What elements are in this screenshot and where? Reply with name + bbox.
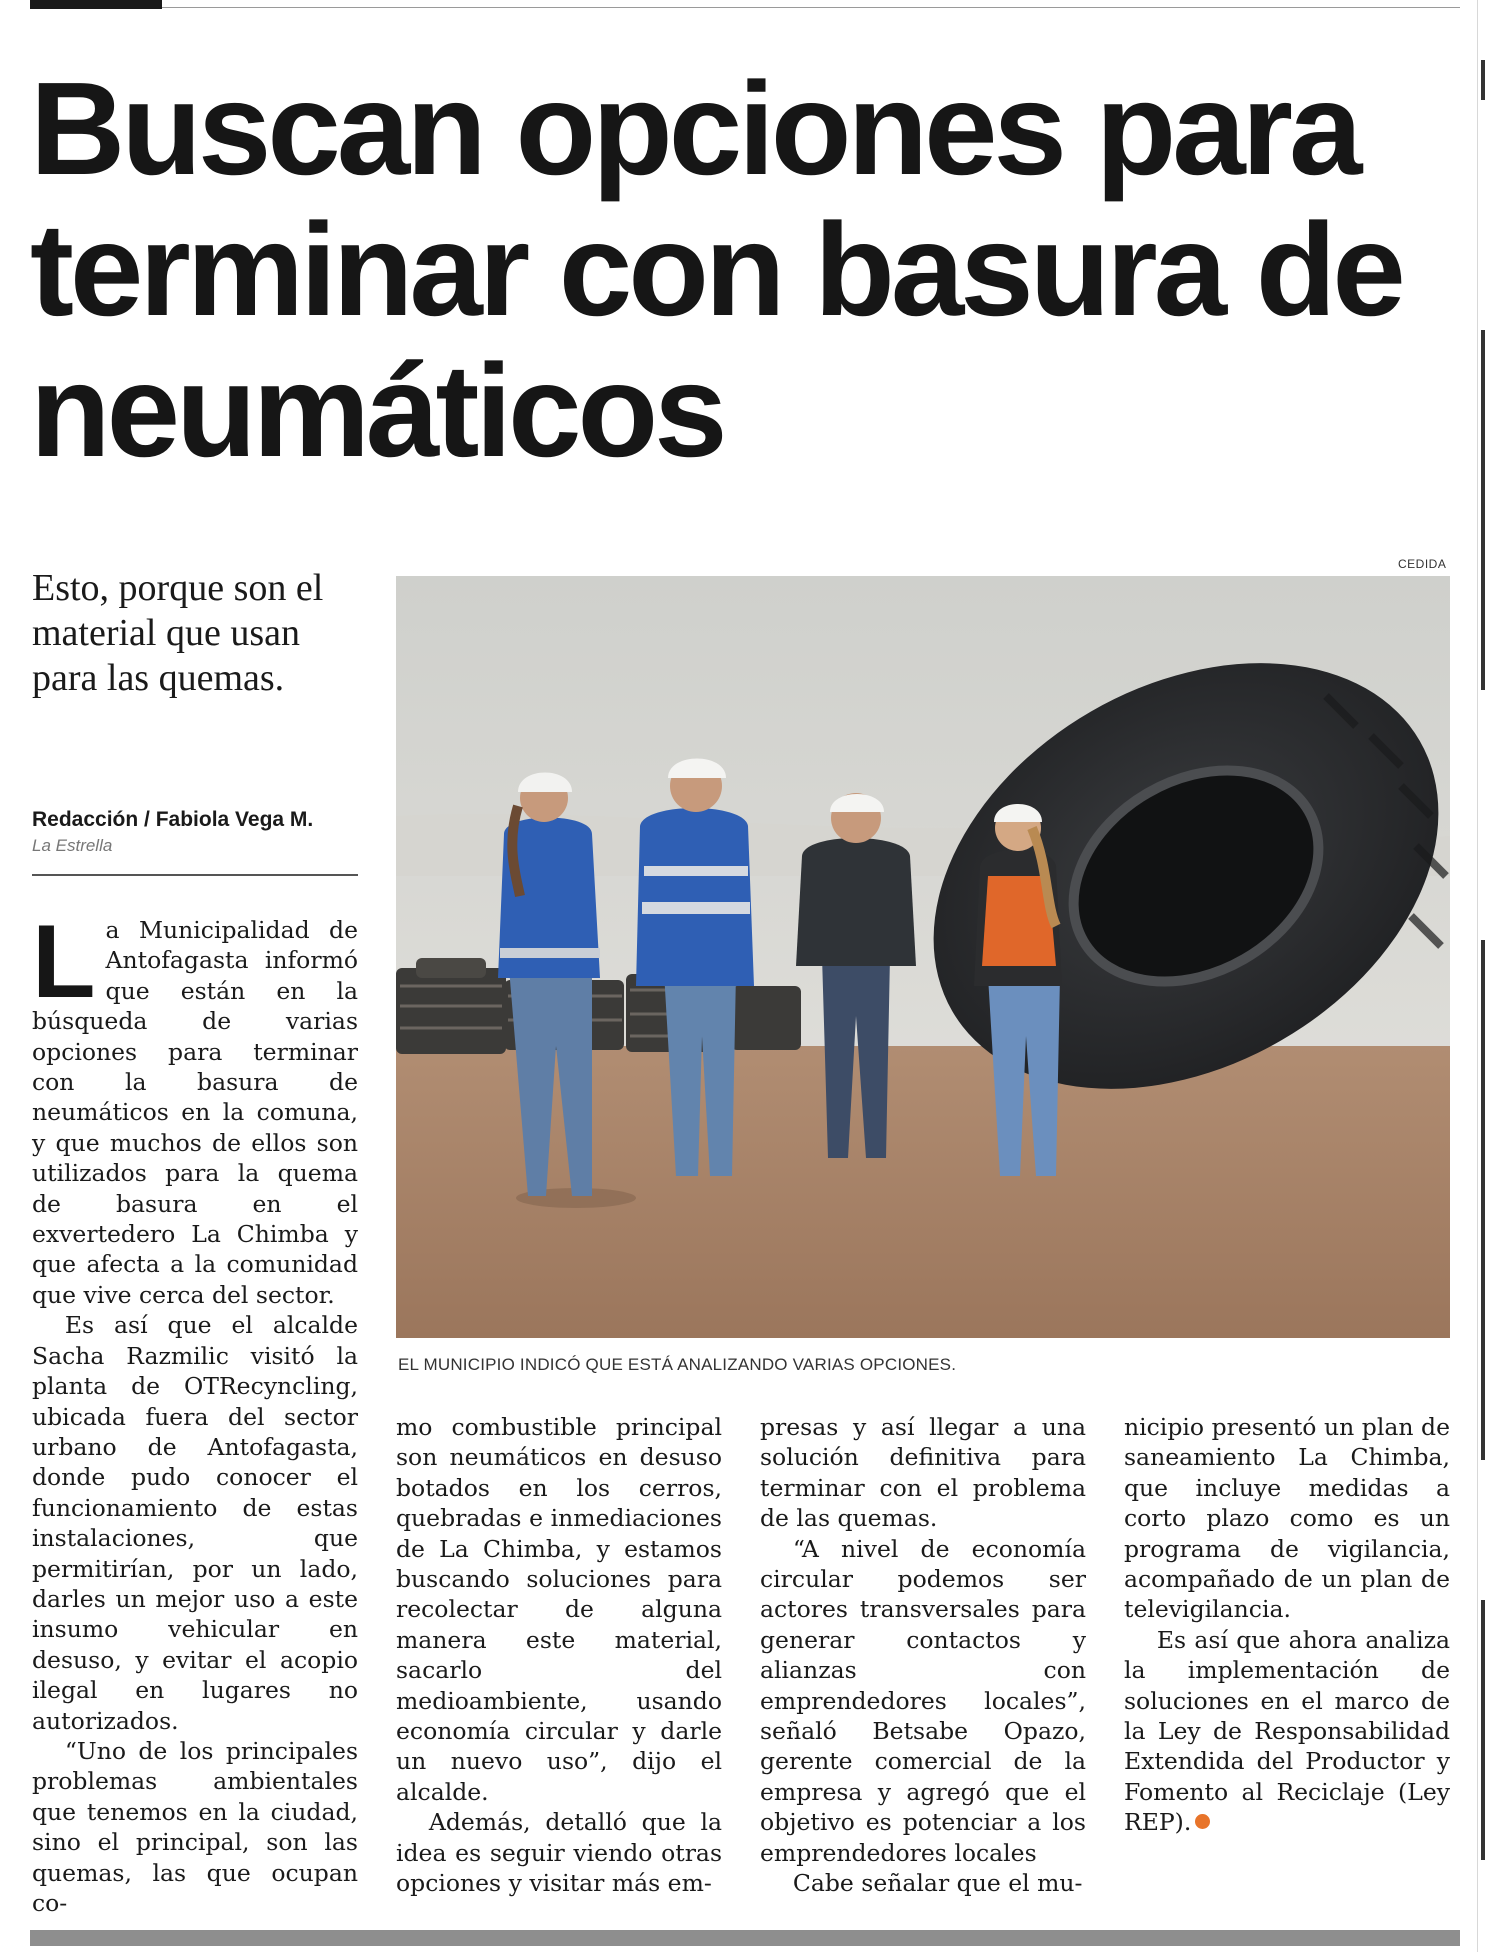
body-paragraph: Es así que el alcalde Sacha Razmilic visitó la planta de OTRecyncling, ubicada fuera del sector urbano de Antofagasta, donde pudo conocer el funcionamiento de estas instalaciones, que permitirían, por un lado, darles un mejor uso a este insumo vehicular en desuso, y evitar el acopio ilegal en lugares no autorizados. [32,1311,358,1735]
article-column-1-lead [32,904,358,1918]
closing-text: Es así que ahora analiza la implementación de soluciones en el marco de la Ley de Responsabilidad Extendida del Productor y Fomento al Reciclaje (Ley REP). [1124,1625,1450,1837]
body-paragraph: Además, detalló que la idea es seguir viendo otras opciones y visitar más em- [396,1808,722,1898]
article-column-3 [760,1412,1086,1899]
lead-text: a Municipalidad de Antofagasta informó que están en la búsqueda de varias opciones para terminar con la basura de neumáticos en la comuna, y que muchos de ellos son utilizados para la quema de basura en el exvertedero La Chimba y que afecta a la comunidad que vive cerca del sector. [32,916,358,1309]
dropcap: L [32,904,96,1020]
body-paragraph: “Uno de los principales problemas ambientales que tenemos en la ciudad, sino el principal, son las quemas, las que ocupan co- [32,1736,358,1917]
photo-caption: EL MUNICIPIO INDICÓ QUE ESTÁ ANALIZANDO VARIAS OPCIONES. [398,1355,957,1374]
deck-subtitle: Esto, porque son el material que usan para las quemas. [32,567,324,699]
photo-credit: CEDIDA [1398,557,1447,571]
byline: Redacción / Fabiola Vega M. [32,808,314,831]
body-paragraph: presas y así llegar a una solución definitiva para terminar con el problema de las quemas. [760,1413,1086,1533]
article-photo [396,576,1450,1338]
edge-mark [1481,330,1485,690]
article-column-4 [1124,1412,1450,1838]
lead-paragraph [32,904,358,1310]
byline-source: La Estrella [32,836,113,855]
adjacent-page-edge [1477,0,1488,1952]
header-line [162,7,1460,8]
body-paragraph [1124,1625,1450,1838]
body-paragraph: mo combustible principal son neumáticos en desuso botados en los cerros, quebradas e inmediaciones de La Chimba, y estamos buscando soluciones para recolectar de alguna manera este material, sacarlo del medioambiente, usando economía circular y darle un nuevo uso”, dijo el alcalde. [396,1413,722,1806]
edge-mark [1481,940,1485,1460]
byline-rule [32,874,358,876]
top-rule [30,0,1460,9]
body-paragraph: nicipio presentó un plan de saneamiento La Chimba, que incluye medidas a corto plazo como es un programa de vigilancia, acompañado de un plan de televigilancia. [1124,1413,1450,1624]
edge-mark [1481,60,1485,100]
edge-mark [1481,1600,1485,1860]
headline: Buscan opciones para terminar con basura de neumáticos [30,55,1402,484]
bottom-rule [30,1930,1460,1946]
article-column-2 [396,1412,722,1899]
body-paragraph: Cabe señalar que el mu- [792,1869,1083,1898]
body-paragraph: “A nivel de economía circular podemos ser actores transversales para generar contactos y alianzas con emprendedores locales”, señaló Betsabe Opazo, gerente comercial de la empresa y agregó que el objetivo es potenciar a los emprendedores locales [760,1534,1086,1867]
section-marker [30,0,162,9]
photo-illustration [396,576,1450,1338]
end-of-article-circle-icon [1195,1814,1210,1829]
